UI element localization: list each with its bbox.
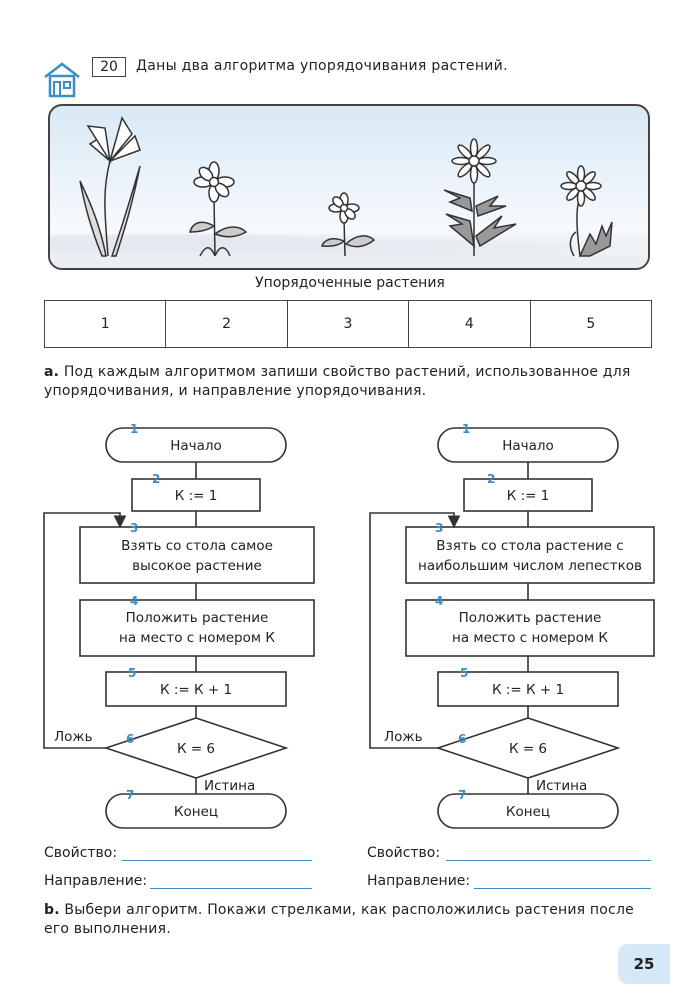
place-block bbox=[80, 600, 314, 656]
place-label-line1: Положить растение bbox=[125, 610, 269, 626]
order-slot[interactable]: 1 bbox=[45, 301, 166, 348]
plant-daisy-tiny bbox=[322, 193, 374, 256]
false-label: Ложь bbox=[384, 729, 423, 745]
part-b-body: Выбери алгоритм. Покажи стрелками, как расположились растения после его выполнения. bbox=[44, 902, 634, 937]
condition-label: К = 6 bbox=[508, 741, 548, 757]
take-block bbox=[406, 527, 654, 583]
end-label: Конец bbox=[505, 804, 551, 820]
step-number: 5 bbox=[128, 666, 137, 680]
take-label-line2: высокое растение bbox=[132, 558, 262, 574]
take-label-line2: наибольшим числом лепестков bbox=[418, 558, 642, 574]
place-label-line2: на место с номером К bbox=[452, 630, 608, 646]
page-number: 25 bbox=[618, 944, 670, 984]
flowcharts bbox=[0, 415, 700, 835]
take-label-line1: Взять со стола самое bbox=[121, 538, 273, 554]
step-number: 7 bbox=[126, 788, 135, 802]
step-number: 4 bbox=[435, 594, 444, 608]
order-table bbox=[44, 300, 652, 348]
direction-field-1[interactable] bbox=[150, 888, 312, 889]
direction-label-1: Направление: bbox=[44, 873, 148, 889]
direction-field-2[interactable] bbox=[474, 888, 651, 889]
plants-picture bbox=[48, 104, 650, 270]
part-b-label: b. bbox=[44, 902, 60, 918]
increment-label: К := К + 1 bbox=[159, 682, 233, 698]
step-number: 1 bbox=[130, 422, 139, 436]
plant-bushy bbox=[444, 139, 516, 256]
place-label-line2: на место с номером К bbox=[119, 630, 275, 646]
task-title: Даны два алгоритма упорядочивания растений. bbox=[136, 58, 508, 74]
increment-label: К := К + 1 bbox=[491, 682, 565, 698]
order-slot[interactable]: 4 bbox=[409, 301, 530, 348]
false-label: Ложь bbox=[54, 729, 93, 745]
start-label: Начало bbox=[502, 438, 554, 454]
end-label: Конец bbox=[173, 804, 219, 820]
task-number: 20 bbox=[92, 57, 126, 77]
property-field-1[interactable] bbox=[122, 860, 312, 861]
step-number: 7 bbox=[458, 788, 467, 802]
step-number: 1 bbox=[462, 422, 471, 436]
order-slot[interactable]: 2 bbox=[166, 301, 287, 348]
plant-iris bbox=[80, 118, 140, 256]
part-b-text bbox=[44, 901, 654, 939]
step-number: 4 bbox=[130, 594, 139, 608]
take-block bbox=[80, 527, 314, 583]
init-label: К := 1 bbox=[506, 488, 550, 504]
step-number: 3 bbox=[130, 521, 139, 535]
step-number: 2 bbox=[487, 472, 496, 486]
step-number: 6 bbox=[458, 732, 467, 746]
init-label: К := 1 bbox=[174, 488, 218, 504]
property-label-1: Свойство: bbox=[44, 845, 118, 861]
place-block bbox=[406, 600, 654, 656]
start-label: Начало bbox=[170, 438, 222, 454]
step-number: 6 bbox=[126, 732, 135, 746]
part-a-text bbox=[44, 363, 654, 401]
true-label: Истина bbox=[204, 778, 256, 794]
property-field-2[interactable] bbox=[446, 860, 651, 861]
order-slot[interactable]: 5 bbox=[530, 301, 651, 348]
picture-caption: Упорядоченные растения bbox=[255, 275, 445, 291]
plant-chamomile bbox=[561, 166, 612, 256]
step-number: 5 bbox=[460, 666, 469, 680]
step-number: 2 bbox=[152, 472, 161, 486]
order-slot[interactable]: 3 bbox=[287, 301, 408, 348]
plants-illustration bbox=[50, 106, 648, 268]
home-icon bbox=[42, 60, 82, 100]
direction-label-2: Направление: bbox=[367, 873, 471, 889]
plant-daisy-small bbox=[190, 162, 246, 256]
place-label-line1: Положить растение bbox=[458, 610, 602, 626]
condition-label: К = 6 bbox=[176, 741, 216, 757]
true-label: Истина bbox=[536, 778, 588, 794]
take-label-line1: Взять со стола растение с bbox=[436, 538, 624, 554]
property-label-2: Свойство: bbox=[367, 845, 441, 861]
step-number: 3 bbox=[435, 521, 444, 535]
part-a-body: Под каждым алгоритмом запиши свойство растений, использованное для упорядочивания, и направление упорядочивания. bbox=[44, 364, 631, 399]
part-a-label: a. bbox=[44, 364, 60, 380]
